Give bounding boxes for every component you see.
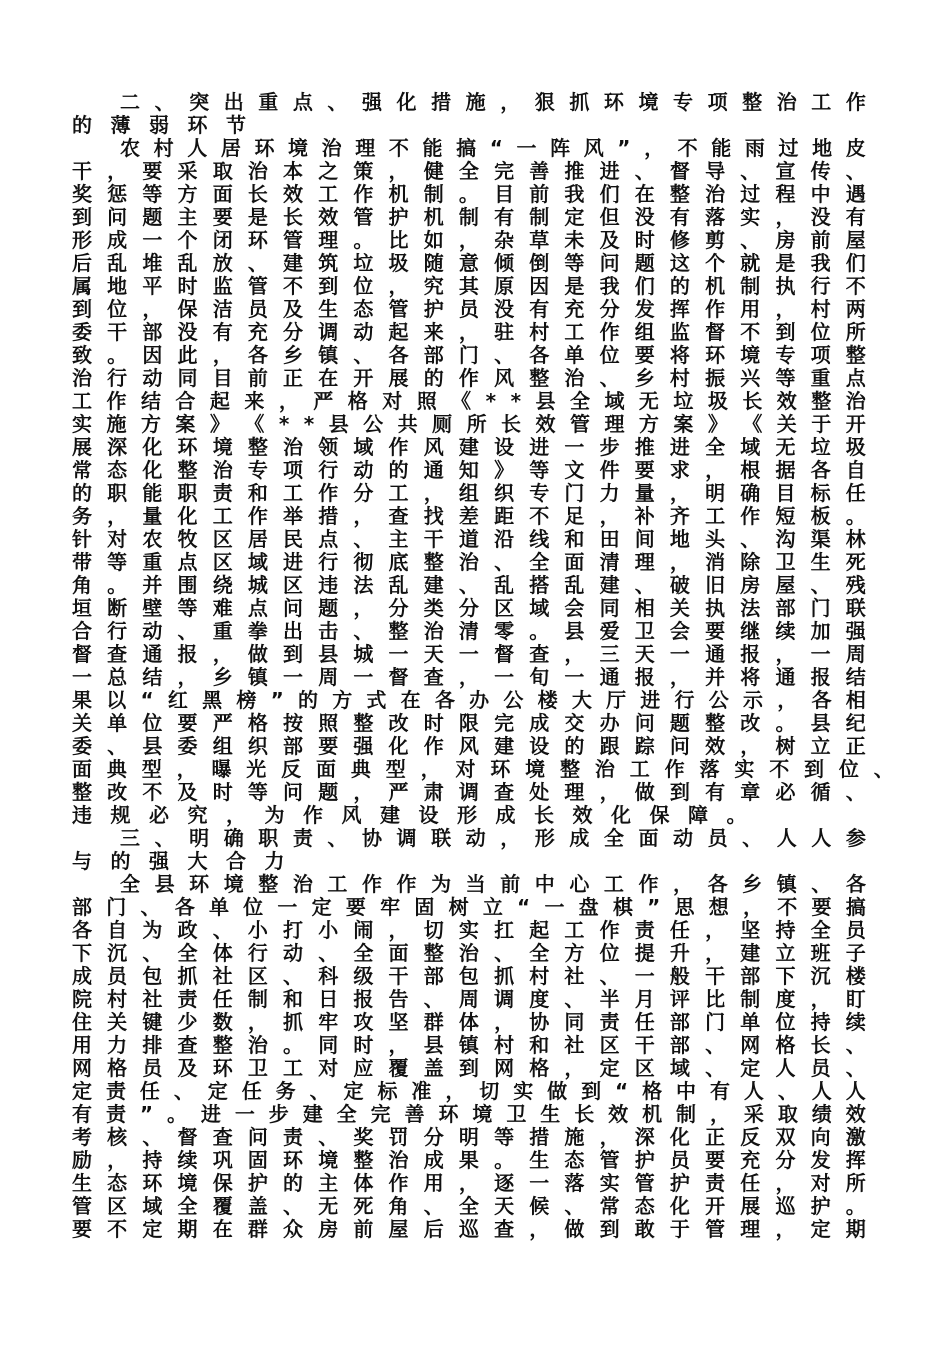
text-line: 带 等 重 点 区 域 进 行 彻 底 整 治 、 全 面 清 理 ， 消 除 卫 生 死 bbox=[72, 550, 866, 574]
text-line: 常 态 化 整 治 专 项 行 动 的 通 知 》 等 文 件 要 求 ， 根 据 各 自 bbox=[72, 458, 866, 482]
text-line: 关 单 位 要 严 格 按 照 整 改 时 限 完 成 交 办 问 题 整 改 。 县 纪 bbox=[72, 711, 866, 735]
text-line: 到 问 题 主 要 是 长 效 管 护 机 制 有 制 定 但 没 有 落 实 ， 没 有 bbox=[72, 205, 866, 229]
text-line: 住 关 键 少 数 ， 抓 牢 攻 坚 群 体 ， 协 同 责 任 部 门 单 位 持 续 bbox=[72, 1010, 866, 1034]
text-line: 管 区 域 全 覆 盖 、 无 死 角 、 全 天 候 、 常 态 化 开 展 巡 护 。 bbox=[72, 1194, 866, 1218]
text-line: 院 村 社 责 任 制 和 日 报 告 、 周 调 度 、 半 月 评 比 制 度 ， 盯 bbox=[72, 987, 866, 1011]
text-line: 垣 断 壁 等 难 点 问 题 ， 分 类 分 区 域 会 同 相 关 执 法 部 门 联 bbox=[72, 596, 866, 620]
text-line: 奖 惩 等 方 面 长 效 工 作 机 制 。 目 前 我 们 在 整 治 过 程 中 遇 bbox=[72, 182, 866, 206]
text-line: 二 、 突 出 重 点 、 强 化 措 施 ， 狠 抓 环 境 专 项 整 治 工 作 bbox=[120, 90, 866, 114]
text-line: 合 行 动 、 重 拳 出 击 、 整 治 清 零 。 县 爱 卫 会 要 继 续 加 强 bbox=[72, 619, 866, 643]
text-line: 农 村 人 居 环 境 治 理 不 能 搞 “ 一 阵 风 ” ， 不 能 雨 过 地 皮 bbox=[120, 136, 866, 160]
text-line: 属 地 平 时 监 管 不 到 位 ， 究 其 原 因 是 我 们 的 机 制 执 行 不 bbox=[72, 274, 866, 298]
text-line: 的 薄 弱 环 节 bbox=[72, 113, 246, 137]
text-line: 部 门 、 各 单 位 一 定 要 牢 固 树 立 “ 一 盘 棋 ” 思 想 ， 不 要 搞 bbox=[72, 895, 866, 919]
text-line: 展 深 化 环 境 整 治 领 域 作 风 建 设 进 一 步 推 进 全 域 无 垃 圾 bbox=[72, 435, 866, 459]
text-line: 治 行 动 同 目 前 正 在 开 展 的 作 风 整 治 、 乡 村 振 兴 等 重 点 bbox=[72, 366, 866, 390]
text-line: 到 位 ， 保 洁 员 及 生 态 管 护 员 没 有 充 分 发 挥 作 用 ， 村 两 bbox=[72, 297, 866, 321]
text-line: 与 的 强 大 合 力 bbox=[72, 849, 285, 873]
text-line: 有 责 ” 。 进 一 步 建 全 完 善 环 境 卫 生 长 效 机 制 ， 采 取 绩 效 bbox=[72, 1102, 866, 1126]
text-line: 后 乱 堆 乱 放 、 建 筑 垃 圾 随 意 倾 倒 等 问 题 这 个 就 是 我 们 bbox=[72, 251, 866, 275]
text-line: 果 以 “ 红 黑 榜 ” 的 方 式 在 各 办 公 楼 大 厅 进 行 公 示 ， 各 相 bbox=[72, 688, 866, 712]
text-line: 各 自 为 政 、 小 打 小 闹 ， 切 实 扛 起 工 作 责 任 ， 坚 持 全 员 bbox=[72, 918, 866, 942]
text-line: 委 干 部 没 有 充 分 调 动 起 来 ， 驻 村 工 作 组 监 督 不 到 位 所 bbox=[72, 320, 866, 344]
text-line: 违 规 必 究 ， 为 作 风 建 设 形 成 长 效 化 保 障 。 bbox=[72, 803, 747, 827]
text-line: 要 不 定 期 在 群 众 房 前 屋 后 巡 查 ， 做 到 敢 于 管 理 ， 定 期 bbox=[72, 1217, 866, 1241]
document-body bbox=[72, 90, 894, 1241]
text-line: 针 对 农 牧 区 居 民 点 、 主 干 道 沿 线 和 田 间 地 头 、 沟 渠 林 bbox=[72, 527, 866, 551]
text-line: 形 成 一 个 闭 环 管 理 。 比 如 ， 杂 草 未 及 时 修 剪 、 房 前 屋 bbox=[72, 228, 866, 252]
text-line: 下 沉 、 全 体 行 动 、 全 面 整 治 、 全 方 位 提 升 ， 建 立 班 子 bbox=[72, 941, 866, 965]
text-line: 督 查 通 报 ， 做 到 县 城 一 天 一 督 查 ， 三 天 一 通 报 ， 一 周 bbox=[72, 642, 866, 666]
text-line: 的 职 能 职 责 和 工 作 分 工 ， 组 织 专 门 力 量 ， 明 确 目 标 任 bbox=[72, 481, 866, 505]
text-line: 干 ， 要 采 取 治 本 之 策 ， 健 全 完 善 推 进 、 督 导 、 宣 传 、 bbox=[72, 159, 866, 183]
text-line: 角 。 并 围 绕 城 区 违 法 乱 建 、 乱 搭 乱 建 、 破 旧 房 屋 、 残 bbox=[72, 573, 866, 597]
text-line: 致 。 因 此 ， 各 乡 镇 、 各 部 门 、 各 单 位 要 将 环 境 专 项 整 bbox=[72, 343, 866, 367]
text-line: 委 、 县 委 组 织 部 要 强 化 作 风 建 设 的 跟 踪 问 效 ， 树 立 正 bbox=[72, 734, 866, 758]
text-line: 定 责 任 、 定 任 务 、 定 标 准 ， 切 实 做 到 “ 格 中 有 人 、 人 人 bbox=[72, 1079, 866, 1103]
text-line: 一 总 结 ， 乡 镇 一 周 一 督 查 ， 一 旬 一 通 报 ， 并 将 通 报 结 bbox=[72, 665, 866, 689]
text-line: 用 力 排 查 整 治 。 同 时 ， 县 镇 村 和 社 区 干 部 、 网 格 长 、 bbox=[72, 1033, 866, 1057]
text-line: 整 改 不 及 时 等 问 题 ， 严 肃 调 查 处 理 ， 做 到 有 章 必 循 、 bbox=[72, 780, 866, 804]
text-line: 考 核 、 督 查 问 责 、 奖 罚 分 明 等 措 施 ， 深 化 正 反 双 向 激 bbox=[72, 1125, 866, 1149]
text-line: 励 ， 持 续 巩 固 环 境 整 治 成 果 。 生 态 管 护 员 要 充 分 发 挥 bbox=[72, 1148, 866, 1172]
text-line: 全 县 环 境 整 治 工 作 作 为 当 前 中 心 工 作 ， 各 乡 镇 、 各 bbox=[120, 872, 866, 896]
text-line: 成 员 包 抓 社 区 、 科 级 干 部 包 抓 村 社 、 一 般 干 部 下 沉 楼 bbox=[72, 964, 866, 988]
text-line: 面 典 型 ， 曝 光 反 面 典 型 ， 对 环 境 整 治 工 作 落 实 不 到 位 、 bbox=[72, 757, 894, 781]
text-line: 网 格 员 及 环 卫 工 对 应 覆 盖 到 网 格 ， 定 区 域 、 定 人 员 、 bbox=[72, 1056, 866, 1080]
text-line: 务 ， 量 化 工 作 举 措 ， 查 找 差 距 不 足 ， 补 齐 工 作 短 板 。 bbox=[72, 504, 866, 528]
text-line: 实 施 方 案 》 《 * * 县 公 共 厕 所 长 效 管 理 方 案 》 《 关 于 开 bbox=[72, 412, 866, 436]
text-line: 工 作 结 合 起 来 ， 严 格 对 照 《 * * 县 全 域 无 垃 圾 长 效 整 治 bbox=[72, 389, 866, 413]
text-line: 三 、 明 确 职 责 、 协 调 联 动 ， 形 成 全 面 动 员 、 人 人 参 bbox=[120, 826, 866, 850]
text-line: 生 态 环 境 保 护 的 主 体 作 用 ， 逐 一 落 实 管 护 责 任 ， 对 所 bbox=[72, 1171, 866, 1195]
